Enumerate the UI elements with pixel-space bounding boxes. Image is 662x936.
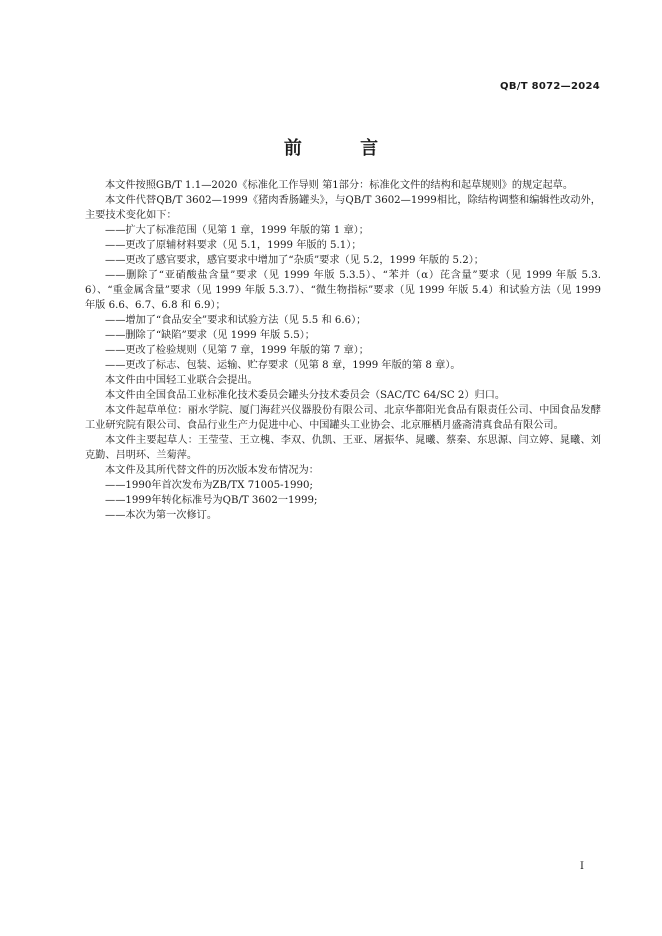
document-body — [85, 178, 601, 523]
history-item: ——1990年首次发布为ZB/TX 71005-1990; — [105, 480, 313, 491]
change-item: ——更改了标志、包装、运输、贮存要求（见第 8 章，1999 年版的第 8 章）。 — [105, 360, 461, 371]
paragraph-drafters: 本文件主要起草人：王莹莹、王立槐、李双、仇凯、王亚、屠振华、晁曦、蔡秦、东思源、闫立婷、晁曦、刘克勤、吕明环、兰菊萍。 — [85, 435, 601, 461]
document-code: QB/T 8072—2024 — [500, 81, 600, 92]
paragraph-administrator: 本文件由全国食品工业标准化技术委员会罐头分技术委员会（SAC/TC 64/SC 2）归口。 — [105, 390, 506, 401]
change-item: ——更改了感官要求，感官要求中增加了“杂质”要求（见 5.2，1999 年版的 5.2）； — [105, 255, 484, 266]
change-item: ——更改了原辅材料要求（见 5.1，1999 年版的 5.1）； — [105, 240, 362, 251]
paragraph-drafting-units: 本文件起草单位：丽水学院、厦门海荭兴仪器股份有限公司、北京华都阳光食品有限责任公司、中国食品发酵工业研究院有限公司、食品行业生产力促进中心、中国罐头工业协会、北京雁栖月盛斋清真食品有限公司。 — [85, 405, 601, 431]
history-item: ——本次为第一次修订。 — [105, 510, 218, 521]
change-item: ——删除了“缺陷”要求（见 1999 年版 5.5）； — [105, 330, 315, 341]
paragraph-proposer: 本文件由中国轻工业联合会提出。 — [105, 375, 258, 386]
change-item: ——删除了“亚硝酸盐含量”要求（见 1999 年版 5.3.5）、“苯并（α）芘含量”要求（见 1999 年版 5.3.6）、“重金属含量”要求（见 1999 年版 5.3.7）、“微生物指标”要求（见 1999 年版 5.4）和试验方法（见 1999 年版 6.6、6.7、6.8 和 6.9）； — [85, 270, 601, 311]
change-item: ——扩大了标准范围（见第 1 章，1999 年版的第 1 章）； — [105, 225, 369, 236]
change-item: ——增加了“食品安全”要求和试验方法（见 5.5 和 6.6）； — [105, 315, 367, 326]
history-item: ——1999年转化标准号为QB/T 3602一1999; — [105, 495, 318, 506]
page-title: 前 言 — [283, 138, 405, 159]
paragraph-history-intro: 本文件及其所代替文件的历次版本发布情况为： — [105, 465, 319, 476]
change-item: ——更改了检验规则（见第 7 章，1999 年版的第 7 章）； — [105, 345, 369, 356]
page-number: I — [580, 861, 584, 872]
paragraph-drafting-rules: 本文件按照GB/T 1.1—2020《标准化工作导则 第1部分：标准化文件的结构和起草规则》的规定起草。 — [105, 180, 574, 191]
paragraph-replacement: 本文件代替QB/T 3602—1999《猪肉香肠罐头》，与QB/T 3602—1999相比，除结构调整和编辑性改动外，主要技术变化如下： — [85, 195, 601, 221]
